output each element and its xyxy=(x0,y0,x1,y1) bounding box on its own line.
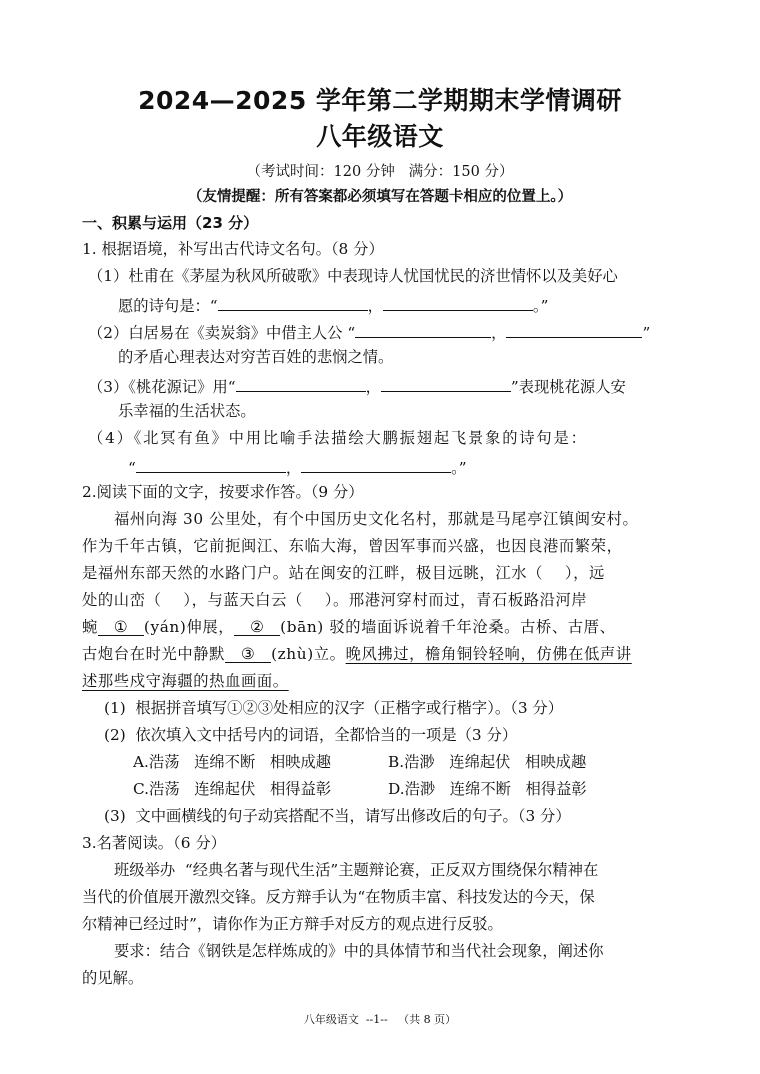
exam-title: 2024—2025 学年第二学期期末学情调研 xyxy=(138,86,622,115)
option-a: A.浩荡 连绵不断 相映成趣 xyxy=(133,753,332,771)
answer-blank xyxy=(355,323,491,338)
q2-sub3: (3) 文中画横线的句子动宾搭配不当，请写出修改后的句子。（3 分） xyxy=(104,807,571,825)
passage-line: 古炮台在时光中静默 ③ (zhù)立。晚风拂过，檐角铜铃轻响，仿佛在低声讲 xyxy=(82,645,632,663)
q1-item4-line1: （4）《北冥有鱼》中用比喻手法描绘大鹏振翅起飞景象的诗句是： xyxy=(88,429,588,447)
q3-line: 尔精神已经过时”，请你作为正方辩手对反方的观点进行反驳。 xyxy=(82,915,503,933)
q1-item4-line2: “ ， 。” xyxy=(128,459,467,477)
q1-item3-line1: （3）《桃花源记》用“ ， ”表现桃花源人安 xyxy=(88,378,626,396)
answer-blank xyxy=(236,377,366,392)
passage-line: 福州向海 30 公里处，有个中国历史文化名村，那就是马尾亭江镇闽安村。 xyxy=(114,510,639,528)
q2-stem: 2.阅读下面的文字，按要求作答。（9 分） xyxy=(82,483,364,501)
option-d: D.浩渺 连绵不断 相得益彰 xyxy=(388,780,587,798)
q3-stem: 3.名著阅读。（6 分） xyxy=(82,834,226,852)
pinyin-blank-2: ② xyxy=(234,620,280,636)
option-b: B.浩渺 连绵起伏 相映成趣 xyxy=(388,753,587,771)
q2-sub2: (2) 依次填入文中括号内的词语，全都恰当的一项是（3 分） xyxy=(104,726,518,744)
q1-item2-line2: 的矛盾心理表达对穷苦百姓的悲悯之情。 xyxy=(118,348,394,366)
q3-line: 要求：结合《钢铁是怎样炼成的》中的具体情节和当代社会现象，阐述你 xyxy=(114,942,604,960)
subject-title: 八年级语文 xyxy=(316,122,444,151)
passage-line: 处的山峦（ ），与蓝天白云（ ）。邢港河穿村而过，青石板路沿河岸 xyxy=(82,591,588,609)
reminder: （友情提醒：所有答案都必须填写在答题卡相应的位置上。） xyxy=(187,189,573,205)
q3-line: 班级举办 “经典名著与现代生活”主题辩论赛，正反双方围绕保尔精神在 xyxy=(114,861,599,879)
underlined-sentence: 述那些戍守海疆的热血画面。 xyxy=(82,672,289,690)
passage-line: 作为千年古镇，它前扼闽江、东临大海，曾因军事而兴盛，也因良港而繁荣， xyxy=(82,537,623,555)
q1-item1-line1: （1）杜甫在《茅屋为秋风所破歌》中表现诗人忧国忧民的济世情怀以及美好心 xyxy=(88,267,618,285)
underlined-sentence: 晚风拂过，檐角铜铃轻响，仿佛在低声讲 xyxy=(345,645,632,663)
answer-blank xyxy=(218,296,368,311)
q1-item2-line1: （2）白居易在《卖炭翁》中借主人公 “ ， ” xyxy=(88,324,651,342)
answer-blank xyxy=(383,296,533,311)
q3-line: 的见解。 xyxy=(82,969,144,987)
q3-line: 当代的价值展开激烈交锋。反方辩手认为“在物质丰富、科技发达的今天，保 xyxy=(82,888,595,906)
q1-item1-line2: 愿的诗句是：“ ， 。” xyxy=(118,297,549,315)
q1-stem: 1. 根据语境，补写出古代诗文名句。（8 分） xyxy=(82,240,384,258)
pinyin-blank-1: ① xyxy=(98,620,144,636)
option-c: C.浩荡 连绵起伏 相得益彰 xyxy=(133,780,332,798)
answer-blank xyxy=(381,377,511,392)
section-heading: 一、积累与运用（23 分） xyxy=(82,214,259,232)
answer-blank xyxy=(301,458,451,473)
answer-blank xyxy=(506,323,642,338)
page-footer: 八年级语文 --1-- （共 8 页） xyxy=(303,1013,457,1026)
passage-line: 是福州东部天然的水路门户。站在闽安的江畔，极目远眺，江水（ ），远 xyxy=(82,564,605,582)
answer-blank xyxy=(136,458,286,473)
q2-sub1: (1) 根据拼音填写①②③处相应的汉字（正楷字或行楷字）。（3 分） xyxy=(104,699,564,717)
pinyin-blank-3: ③ xyxy=(225,647,271,663)
exam-info: （考试时间：120 分钟 满分：150 分） xyxy=(246,164,514,180)
passage-line: 蜿 ① (yán)伸展， ② (bān) 驳的墙面诉说着千年沧桑。古桥、古厝、 xyxy=(82,618,616,636)
q1-item3-line2: 乐幸福的生活状态。 xyxy=(118,402,256,420)
